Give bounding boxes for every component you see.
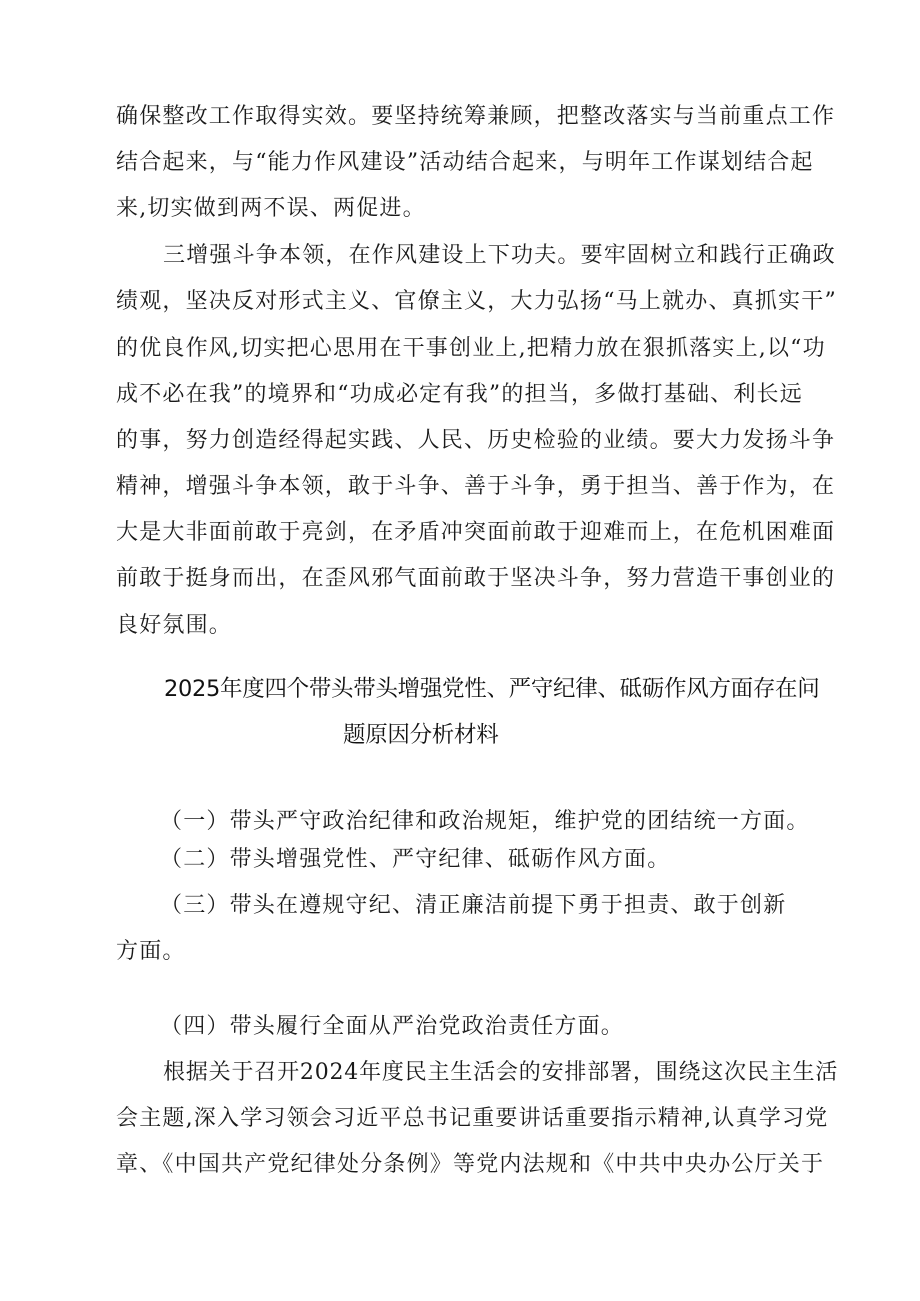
text-line: 大是大非面前敢于亮剑，在矛盾冲突面前敢于迎难而上，在危机困难面 xyxy=(116,520,836,545)
text-line: 的优良作风,切实把心思用在干事创业上,把精力放在狠抓落实上,以“功 xyxy=(116,336,826,361)
text-line: 根据关于召开2024年度民主生活会的安排部署，围绕这次民主生活 xyxy=(163,1060,839,1085)
title-line: 题原因分析材料 xyxy=(343,722,499,748)
text-line: 来,切实做到两不误、两促进。 xyxy=(116,196,426,221)
text-line: 前敢于挺身而出，在歪风邪气面前敢于坚决斗争，努力营造干事创业的 xyxy=(116,566,836,591)
text-line: 三增强斗争本领，在作风建设上下功夫。要牢固树立和践行正确政 xyxy=(163,243,836,268)
text-line: 成不必在我”的境界和“功成必定有我”的担当，多做打基础、利长远 xyxy=(116,382,803,407)
text-line: 的事，努力创造经得起实践、人民、历史检验的业绩。要大力发扬斗争 xyxy=(116,428,836,453)
list-item: （四）带头履行全面从严治党政治责任方面。 xyxy=(160,1014,625,1039)
list-item: 方面。 xyxy=(116,939,186,964)
text-line: 章、《中国共产党纪律处分条例》等党内法规和《中共中央办公厅关于 xyxy=(116,1152,825,1177)
list-item: （一）带头严守政治纪律和政治规矩，维护党的团结统一方面。 xyxy=(160,809,810,834)
text-line: 会主题,深入学习领会习近平总书记重要讲话重要指示精神,认真学习党 xyxy=(116,1106,829,1131)
text-line: 精神，增强斗争本领，敢于斗争、善于斗争，勇于担当、善于作为，在 xyxy=(116,474,836,499)
text-line: 良好氛围。 xyxy=(116,613,233,638)
text-line: 绩观，坚决反对形式主义、官僚主义，大力弘扬“马上就办、真抓实干” xyxy=(116,289,837,314)
text-line: 结合起来，与“能力作风建设”活动结合起来，与明年工作谋划结合起 xyxy=(116,150,814,175)
text-line: 确保整改工作取得实效。要坚持统筹兼顾，把整改落实与当前重点工作 xyxy=(116,104,836,129)
title-line: 2025年度四个带头带头增强党性、严守纪律、砥砺作风方面存在问 xyxy=(164,676,820,702)
list-item: （三）带头在遵规守纪、清正廉洁前提下勇于担责、敢于创新 xyxy=(160,893,787,918)
list-item: （二）带头增强党性、严守纪律、砥砺作风方面。 xyxy=(160,847,671,872)
